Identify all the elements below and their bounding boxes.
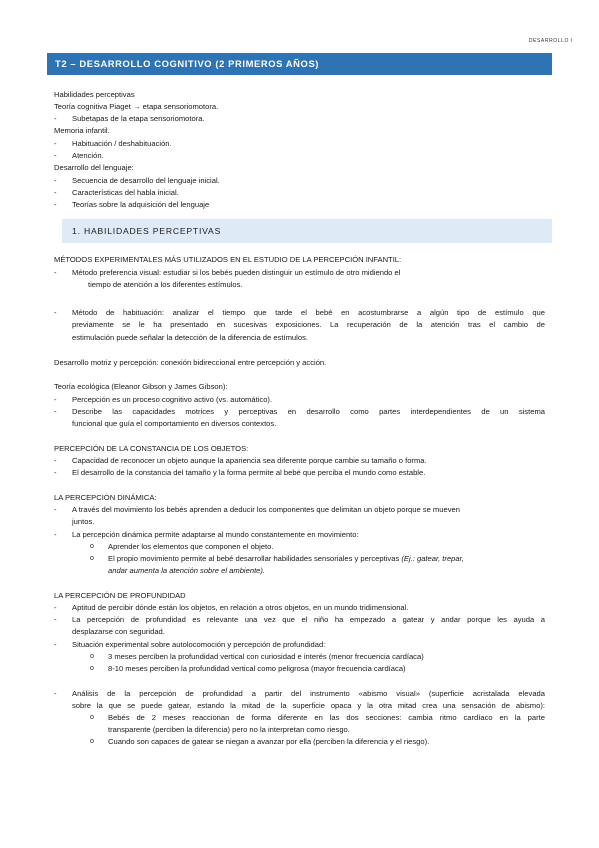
outline-line: Habituación / deshabituación. (72, 139, 172, 148)
circle-bullet: o (90, 738, 94, 745)
chapter-title: T2 – DESARROLLO COGNITIVO (2 PRIMEROS AÑOS) (47, 53, 552, 75)
outline-line: Secuencia de desarrollo del lenguaje inicial. (72, 176, 220, 185)
dash-bullet: - (54, 640, 57, 649)
circle-bullet: o (90, 543, 94, 550)
paragraph-line: El desarrollo de la constancia del tamaño y la forma permite al bebé que perciba el mundo como estable. (72, 468, 426, 477)
outline-line: Teoría cognitiva Piaget → etapa sensoriomotora. (54, 102, 219, 111)
running-header: DESARROLLO I (528, 38, 573, 44)
dash-bullet: - (54, 268, 57, 277)
circle-bullet: o (90, 555, 94, 562)
paragraph-line: Capacidad de reconocer un objeto aunque la apariencia sea diferente porque cambie su tamaño o forma. (72, 456, 427, 465)
paragraph-line: tiempo de atención a los diferentes estímulos. (88, 280, 243, 289)
paragraph-line: desplazarse con seguridad. (72, 627, 165, 636)
outline-line: Memoria infantil. (54, 126, 110, 135)
paragraph-line: Bebés de 2 meses reaccionan de forma diferente en las dos secciones: cambia ritmo cardíaco en la parte (108, 713, 545, 722)
outline-line: Habilidades perceptivas (54, 90, 135, 99)
dash-bullet: - (54, 139, 57, 148)
paragraph-line: transparente (perciben la diferencia) pero no la interpretan como riesgo. (108, 725, 350, 734)
outline-line: Atención. (72, 151, 104, 160)
subheading: LA PERCEPCIÓN DE PROFUNDIDAD (54, 591, 186, 600)
dash-bullet: - (54, 615, 57, 624)
circle-bullet: o (90, 714, 94, 721)
paragraph-line: Aprender los elementos que componen el objeto. (108, 542, 274, 551)
dash-bullet: - (54, 689, 57, 698)
paragraph-line: Aptitud de percibir dónde están los objetos, en relación a otros objetos, en un mundo tridimensional. (72, 603, 409, 612)
dash-bullet: - (54, 308, 57, 317)
paragraph-text: El propio movimiento permite al bebé desarrollar habilidades sensoriales y perceptivas (108, 554, 402, 563)
dash-bullet: - (54, 151, 57, 160)
outline-line: Subetapas de la etapa sensoriomotora. (72, 114, 205, 123)
circle-bullet: o (90, 665, 94, 672)
subheading: Teoría ecológica (Eleanor Gibson y James Gibson): (54, 382, 228, 391)
section-heading: 1. HABILIDADES PERCEPTIVAS (62, 219, 552, 243)
paragraph-line: juntos. (72, 517, 95, 526)
dash-bullet: - (54, 395, 57, 404)
paragraph-line: Método de habituación: analizar el tiempo que tarde el bebé en acostumbrarse a algún tipo de estímulo que (72, 308, 545, 317)
paragraph-line: 3 meses perciben la profundidad vertical con curiosidad e interés (menor frecuencia cardíaca) (108, 652, 424, 661)
circle-bullet: o (90, 653, 94, 660)
dash-bullet: - (54, 114, 57, 123)
subheading: MÉTODOS EXPERIMENTALES MÁS UTILIZADOS EN EL ESTUDIO DE LA PERCEPCIÓN INFANTIL: (54, 255, 402, 264)
dash-bullet: - (54, 505, 57, 514)
paragraph-line: sobre la que se puede gatear, estando la mitad de la superficie opaca y la otra mitad crea una sensación de abismo): (72, 701, 545, 710)
dash-bullet: - (54, 468, 57, 477)
dash-bullet: - (54, 200, 57, 209)
paragraph-line: Análisis de la percepción de profundidad a partir del instrumento «abismo visual» (superficie acristalada elevada (72, 689, 545, 698)
example-text: andar aumenta la atención sobre el ambiente). (108, 566, 266, 575)
dash-bullet: - (54, 603, 57, 612)
subheading: PERCEPCIÓN DE LA CONSTANCIA DE LOS OBJETOS: (54, 444, 249, 453)
paragraph-line: Describe las capacidades motrices y perceptivas en desarrollo como partes interdependientes de un sistema (72, 407, 545, 416)
dash-bullet: - (54, 176, 57, 185)
paragraph-line: Percepción es un proceso cognitivo activo (vs. automático). (72, 395, 273, 404)
paragraph-line: estimulación puede señalar la detección de la diferencia de estímulos. (72, 333, 308, 342)
outline-line: Características del habla inicial. (72, 188, 179, 197)
paragraph-line: Desarrollo motriz y percepción: conexión bidireccional entre percepción y acción. (54, 358, 327, 367)
paragraph-line: La percepción de profundidad es relevante una vez que el niño ha empezado a gatear y andar porque les ayuda a (72, 615, 545, 624)
dash-bullet: - (54, 188, 57, 197)
paragraph-line: Método preferencia visual: estudiar si los bebés pueden distinguir un estímulo de otro midiendo el (72, 268, 401, 277)
paragraph-line: previamente se le ha presentado en sucesivas exposiciones. La recuperación de la atención tras el cambio de (72, 320, 545, 329)
paragraph-line: funcional que guía el comportamiento en diversos contextos. (72, 419, 277, 428)
paragraph-line: 8-10 meses perciben la profundidad vertical como peligrosa (mayor frecuencia cardíaca) (108, 664, 406, 673)
paragraph-line: Cuando son capaces de gatear se niegan a avanzar por ella (perciben la diferencia y el riesgo). (108, 737, 430, 746)
paragraph-line: A través del movimiento los bebés aprenden a deducir los componentes que delimitan un objeto porque se mueven (72, 505, 460, 514)
subheading: LA PERCEPCIÓN DINÁMICA: (54, 493, 157, 502)
dash-bullet: - (54, 456, 57, 465)
dash-bullet: - (54, 530, 57, 539)
paragraph-line: Situación experimental sobre autolocomoción y percepción de profundidad: (72, 640, 326, 649)
paragraph-line: La percepción dinámica permite adaptarse al mundo constantemente en movimiento: (72, 530, 359, 539)
paragraph-line (108, 554, 464, 564)
outline-line: Teorías sobre la adquisición del lenguaje (72, 200, 210, 209)
outline-line: Desarrollo del lenguaje: (54, 163, 134, 172)
example-text: (Ej.: gatear, trepar, (401, 554, 464, 563)
dash-bullet: - (54, 407, 57, 416)
